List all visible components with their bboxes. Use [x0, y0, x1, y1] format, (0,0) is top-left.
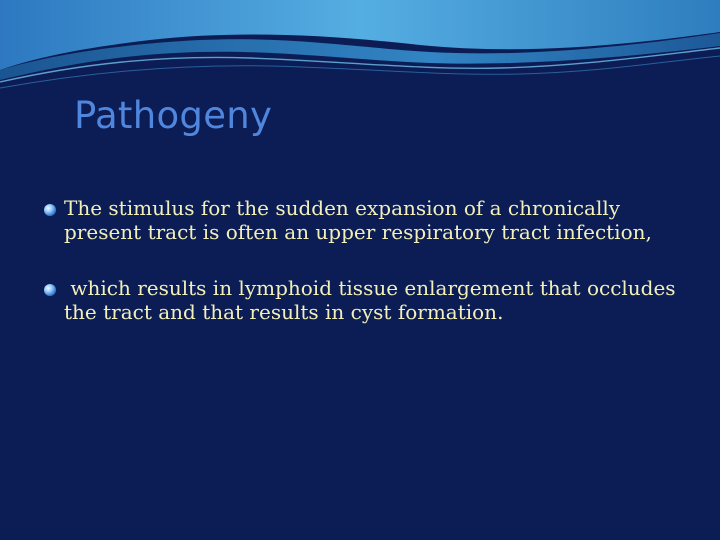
bullet-item [44, 196, 684, 245]
bullet-item [44, 276, 684, 325]
bullet-icon [44, 204, 56, 216]
bullet-text: The stimulus for the sudden expansion of a chronically present tract is often an upper respiratory tract infection, [64, 196, 652, 245]
bullet-list [44, 196, 684, 356]
header-wave-top [0, 0, 720, 70]
header-wave-decoration [0, 0, 720, 90]
bullet-icon [44, 284, 56, 296]
slide-title: Pathogeny [74, 94, 273, 137]
bullet-text: which results in lymphoid tissue enlargement that occludes the tract and that results in cyst formation. [64, 275, 682, 325]
